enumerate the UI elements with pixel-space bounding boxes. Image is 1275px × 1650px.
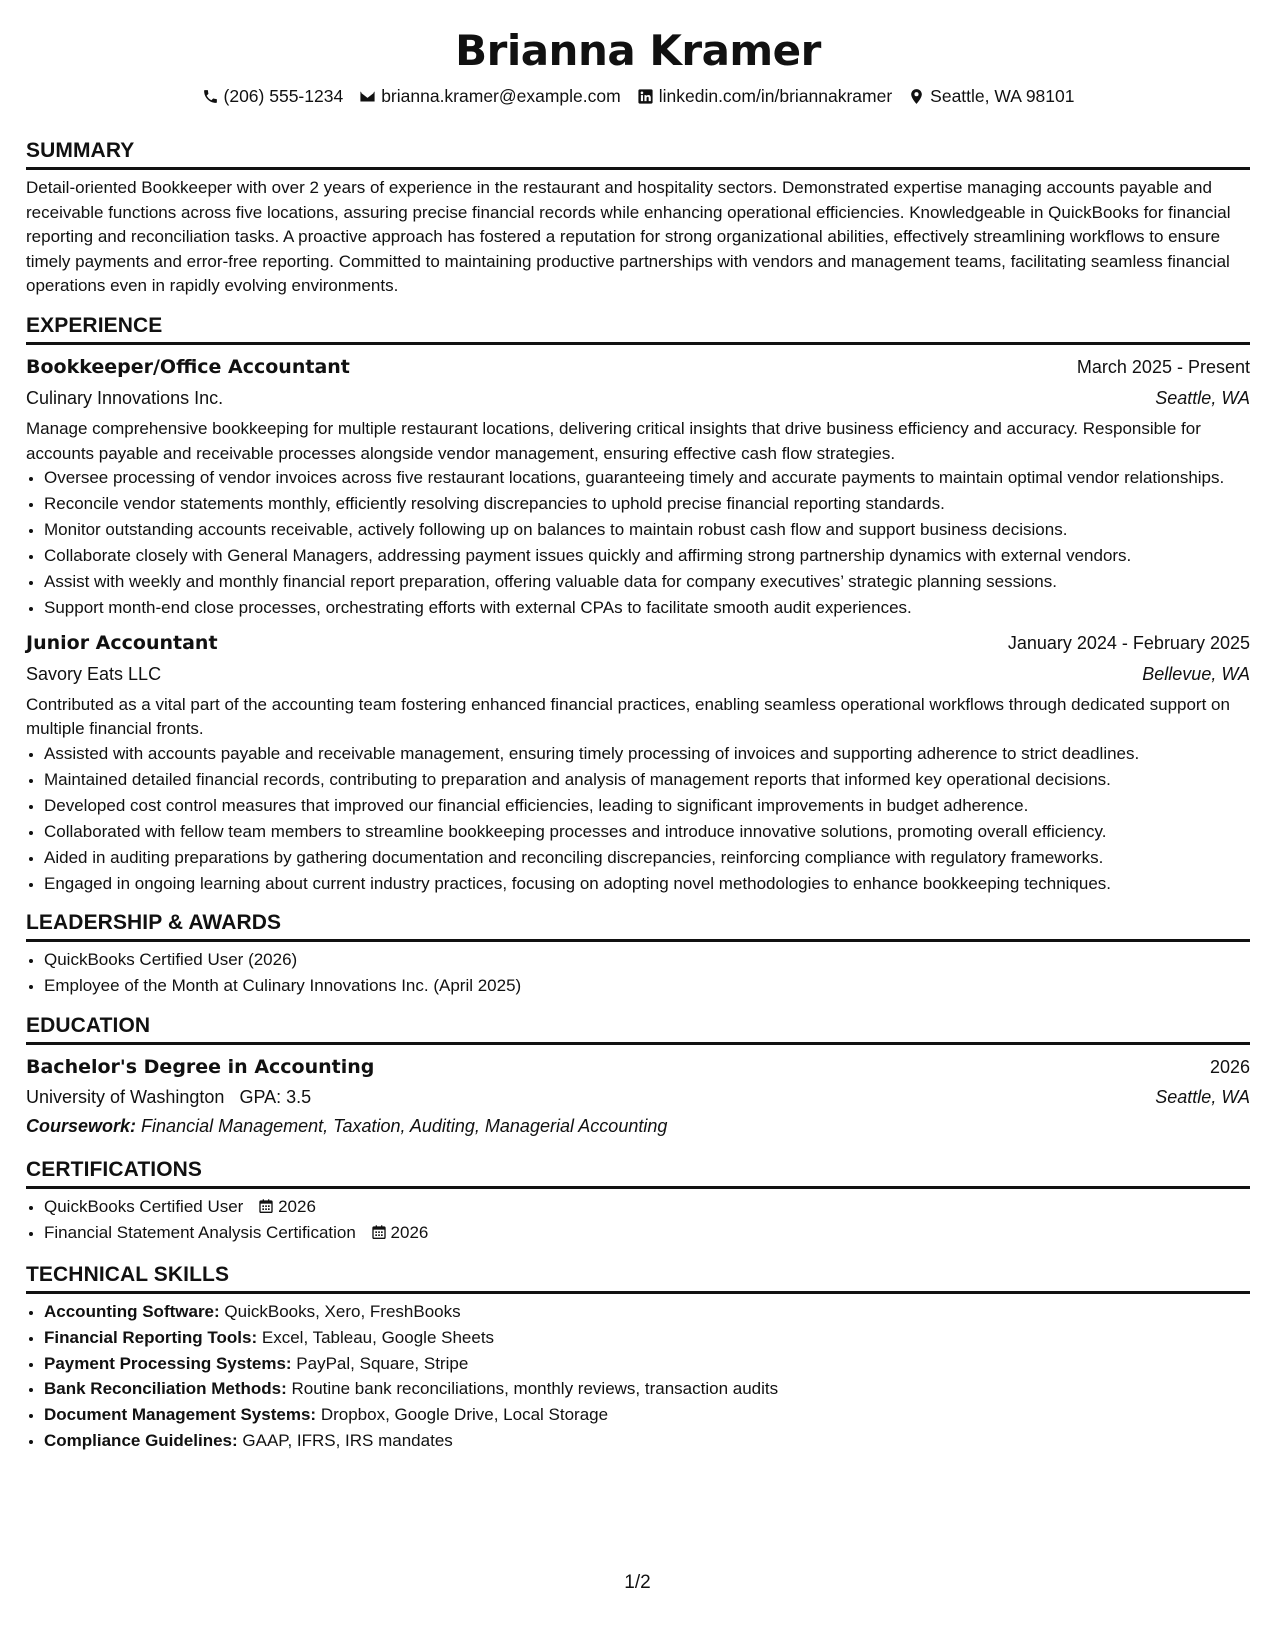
linkedin-icon — [637, 88, 654, 105]
list-item — [44, 1221, 1250, 1246]
job-description: Manage comprehensive bookkeeping for multiple restaurant locations, delivering critical insights that drive business efficiency and accuracy. Responsible for accounts payable and receivable processes alongside vendor management, ensuring effective cash flow strategies. — [26, 418, 1201, 463]
job-company: Savory Eats LLC — [26, 663, 162, 684]
list-item — [44, 1195, 1250, 1220]
list-item: • Assist with weekly and monthly financial report preparation, offering valuable data for company executives’ strategic planning sessions. — [44, 570, 1250, 595]
list-item: • Collaborate closely with General Managers, addressing payment issues quickly and affirming strong partnership dynamics with external vendors. — [44, 544, 1250, 569]
list-item: • Oversee processing of vendor invoices across five restaurant locations, guaranteeing timely and accurate payments to maintain optimal vendor relationships. — [44, 466, 1250, 491]
list-item — [44, 1377, 1250, 1402]
summary-section — [26, 138, 1250, 299]
list-item: • Monitor outstanding accounts receivable, actively following up on balances to maintain robust cash flow and support business decisions. — [44, 518, 1250, 543]
list-item: • Reconcile vendor statements monthly, efficiently resolving discrepancies to uphold precise financial reporting standards. — [44, 492, 1250, 517]
job-location: Bellevue, WA — [1142, 663, 1250, 684]
list-item: • Collaborated with fellow team members to streamline bookkeeping processes and introduce innovative solutions, promoting overall efficiency. — [44, 820, 1250, 845]
map-pin-icon — [908, 88, 925, 105]
certification-name: QuickBooks Certified User — [44, 1196, 244, 1216]
coursework-label: Coursework: — [26, 1115, 137, 1136]
page-number: 1/2 — [624, 1572, 651, 1593]
list-item: • Assisted with accounts payable and receivable management, ensuring timely processing of invoices and supporting adherence to strict deadlines. — [44, 742, 1250, 767]
certifications-section — [26, 1157, 1250, 1246]
list-item: • Developed cost control measures that improved our financial efficiencies, leading to significant improvements in budget adherence. — [44, 794, 1250, 819]
contact-email[interactable] — [359, 86, 621, 107]
job-company: Culinary Innovations Inc. — [26, 387, 224, 408]
list-item: • Support month-end close processes, orchestrating efforts with external CPAs to facilitate smooth audit experiences. — [44, 596, 1250, 621]
skill-label: Document Management Systems: — [44, 1405, 317, 1425]
list-item — [44, 1429, 1250, 1454]
education-heading: EDUCATION — [26, 1013, 1250, 1045]
school-name: University of Washington — [26, 1086, 225, 1107]
awards-section — [26, 910, 1250, 999]
certifications-list — [26, 1195, 1250, 1246]
list-item: • Maintained detailed financial records, contributing to preparation and analysis of management reports that informed key operational decisions. — [44, 768, 1250, 793]
skill-value: PayPal, Square, Stripe — [296, 1353, 469, 1373]
contact-phone — [202, 86, 344, 107]
list-item: • Engaged in ongoing learning about current industry practices, focusing on adopting novel methodologies to enhance bookkeeping techniques. — [44, 872, 1250, 897]
school-line — [26, 1083, 311, 1111]
job-title: Bookkeeper/Office Accountant — [26, 355, 350, 378]
skill-value: Routine bank reconciliations, monthly reviews, transaction audits — [291, 1379, 779, 1399]
experience-section — [26, 313, 1250, 896]
skill-label: Bank Reconciliation Methods: — [44, 1379, 287, 1399]
skill-value: Excel, Tableau, Google Sheets — [261, 1327, 495, 1347]
job-entry — [26, 627, 1250, 897]
job-title: Junior Accountant — [26, 631, 218, 654]
summary-heading: SUMMARY — [26, 138, 1250, 170]
certifications-heading: CERTIFICATIONS — [26, 1157, 1250, 1189]
job-bullets — [26, 466, 1250, 621]
skill-label: Compliance Guidelines: — [44, 1431, 238, 1451]
job-dates: January 2024 - February 2025 — [1007, 632, 1250, 653]
skill-label: Accounting Software: — [44, 1301, 220, 1321]
job-location: Seattle, WA — [1155, 387, 1250, 408]
skill-value: Dropbox, Google Drive, Local Storage — [320, 1405, 609, 1425]
list-item: • Aided in auditing preparations by gathering documentation and reconciling discrepancies, reinforcing compliance with regulatory frameworks. — [44, 846, 1250, 871]
contact-location — [908, 86, 1074, 107]
job-entry — [26, 351, 1250, 621]
skill-label: Payment Processing Systems: — [44, 1353, 292, 1373]
calendar-icon — [371, 1224, 387, 1240]
gpa: GPA: 3.5 — [239, 1086, 312, 1107]
linkedin-text: linkedin.com/in/briannakramer — [658, 85, 893, 106]
contact-bar — [26, 82, 1250, 110]
resume-page — [26, 0, 1250, 1455]
coursework-line — [26, 1111, 1250, 1141]
education-section — [26, 1013, 1250, 1141]
school-location: Seattle, WA — [1155, 1086, 1250, 1107]
experience-heading: EXPERIENCE — [26, 313, 1250, 345]
envelope-icon — [359, 88, 376, 105]
skills-heading: TECHNICAL SKILLS — [26, 1262, 1250, 1294]
list-item — [44, 1352, 1250, 1377]
awards-list — [26, 948, 1250, 999]
certification-year: 2026 — [278, 1196, 316, 1216]
summary-text: Detail-oriented Bookkeeper with over 2 years of experience in the restaurant and hospitality sectors. Demonstrated expertise managing accounts payable and receivable functions across five locations, assuring precise financial records while enhancing operational efficiencies. Knowledgeable in QuickBooks for financial reporting and reconciliation tasks. A proactive approach has fostered a reputation for strong organizational abilities, effectively streamlining workflows to ensure timely payments and error-free reporting. Committed to maintaining productive partnerships with vendors and management teams, facilitating seamless financial operations even in rapidly evolving environments. — [26, 178, 1231, 296]
candidate-name: Brianna Kramer — [455, 26, 821, 75]
list-item: • Employee of the Month at Culinary Innovations Inc. (April 2025) — [44, 974, 1250, 999]
job-dates: March 2025 - Present — [1076, 356, 1250, 377]
list-item — [44, 1300, 1250, 1325]
contact-linkedin[interactable] — [637, 86, 892, 107]
job-bullets — [26, 742, 1250, 897]
awards-heading: LEADERSHIP & AWARDS — [26, 910, 1250, 942]
certification-name: Financial Statement Analysis Certification — [44, 1222, 356, 1242]
phone-icon — [202, 88, 219, 105]
coursework-list: Financial Management, Taxation, Auditing, Managerial Accounting — [141, 1115, 668, 1136]
skills-list — [26, 1300, 1250, 1455]
degree-title: Bachelor's Degree in Accounting — [26, 1055, 375, 1078]
skill-value: QuickBooks, Xero, FreshBooks — [224, 1301, 461, 1321]
skills-section — [26, 1262, 1250, 1455]
location-text: Seattle, WA 98101 — [930, 85, 1075, 106]
list-item — [44, 1403, 1250, 1428]
graduation-year: 2026 — [1209, 1056, 1250, 1077]
certification-year: 2026 — [390, 1222, 429, 1242]
calendar-icon — [258, 1198, 274, 1214]
list-item — [44, 1326, 1250, 1351]
skill-value: GAAP, IFRS, IRS mandates — [242, 1431, 453, 1451]
job-description: Contributed as a vital part of the accounting team fostering enhanced financial practices, enabling seamless operational workflows through dedicated support on multiple financial fronts. — [26, 694, 1230, 739]
list-item: • QuickBooks Certified User (2026) — [44, 948, 1250, 973]
skill-label: Financial Reporting Tools: — [44, 1327, 258, 1347]
email-text: brianna.kramer@example.com — [381, 85, 621, 106]
phone-text: (206) 555-1234 — [223, 85, 344, 106]
